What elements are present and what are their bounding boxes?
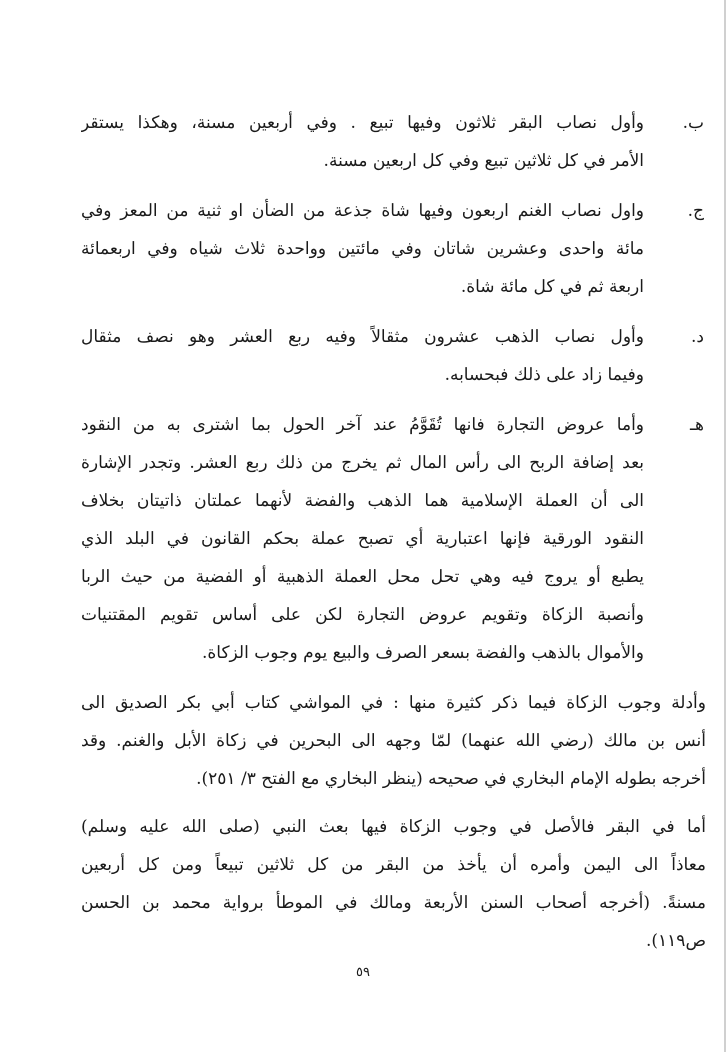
list-item: [81, 192, 704, 306]
text-line: مائة واحدى وعشرين شاتان وفي مائتين وواحدة ثلاث شياه وفي اربعمائة: [81, 239, 644, 259]
text-line: وأول نصاب الذهب عشرون مثقالاً وفيه ربع العشر وهو نصف مثقال: [81, 327, 644, 347]
text-line: النقود الورقية فإنها اعتبارية أي تصبح عملة بحكم القانون في البلد الذي: [81, 529, 644, 549]
text-line: يطبع أو يروج فيه وهي تحل محل العملة الذهبية أو الفضية من حيث الربا: [81, 567, 644, 587]
text-line: الى أن العملة الإسلامية هما الذهب والفضة لأنهما عملتان ذاتيتان بخلاف: [81, 491, 644, 511]
text-line: وأنصبة الزكاة وتقويم عروض التجارة لكن على أساس تقويم المقتنيات: [81, 605, 644, 625]
text-line: اربعة ثم في كل مائة شاة.: [460, 277, 644, 297]
text-line: الأمر في كل ثلاثين تبيع وفي كل اربعين مسنة.: [323, 151, 644, 171]
text-line: وأدلة وجوب الزكاة فيما ذكر كثيرة منها : في المواشي كتاب أبي بكر الصديق الى: [81, 693, 706, 713]
text-line: وفيما زاد على ذلك فبحسابه.: [444, 365, 644, 385]
item-marker: هـ: [690, 415, 704, 435]
list-item: [81, 406, 704, 672]
text-line: مسنةً. (أخرجه أصحاب السنن الأربعة ومالك في الموطأ برواية محمد بن الحسن: [81, 893, 706, 913]
item-text: [81, 104, 644, 180]
text-line: أما في البقر فالأصل في وجوب الزكاة فيها بعث النبي (صلى الله عليه وسلم): [81, 817, 706, 837]
list-item: [81, 318, 704, 394]
item-marker: ب.: [682, 113, 704, 133]
text-line: أخرجه بطوله الإمام البخاري في صحيحه (ينظر البخاري مع الفتح ٣/ ٢٥١).: [196, 769, 706, 789]
text-line: أنس بن مالك (رضي الله عنهما) لمّا وجهه الى البحرين في زكاة الأبل والغنم. وقد: [81, 731, 706, 751]
item-marker: د.: [691, 327, 704, 347]
page-number: ٥٩: [356, 965, 370, 980]
item-text: [81, 318, 644, 394]
text-line: وأول نصاب البقر ثلاثون وفيها تبيع . وفي أربعين مسنة، وهكذا يستقر: [81, 113, 644, 133]
text-line: والأموال بالذهب والفضة بسعر الصرف والبيع يوم وجوب الزكاة.: [201, 643, 644, 663]
paragraph: [81, 808, 706, 960]
main-text: [81, 104, 706, 970]
item-marker: ج.: [687, 201, 704, 221]
text-line: بعد إضافة الربح الى رأس المال ثم يخرج من ذلك ربع العشر. وتجدر الإشارة: [81, 453, 644, 473]
text-line: واول نصاب الغنم اربعون وفيها شاة جذعة من الضأن او ثنية من المعز وفي: [81, 201, 644, 221]
item-text: [81, 406, 644, 672]
text-line: ص١١٩).: [645, 931, 706, 951]
list-item: [81, 104, 704, 180]
text-line: وأما عروض التجارة فانها تُقَوَّمُ عند آخر الحول بما اشترى به من النقود: [81, 415, 644, 435]
paragraph: [81, 684, 706, 798]
item-text: [81, 192, 644, 306]
text-line: معاذاً الى اليمن وأمره أن يأخذ من البقر من كل ثلاثين تبيعاً ومن كل أربعين: [81, 855, 706, 875]
